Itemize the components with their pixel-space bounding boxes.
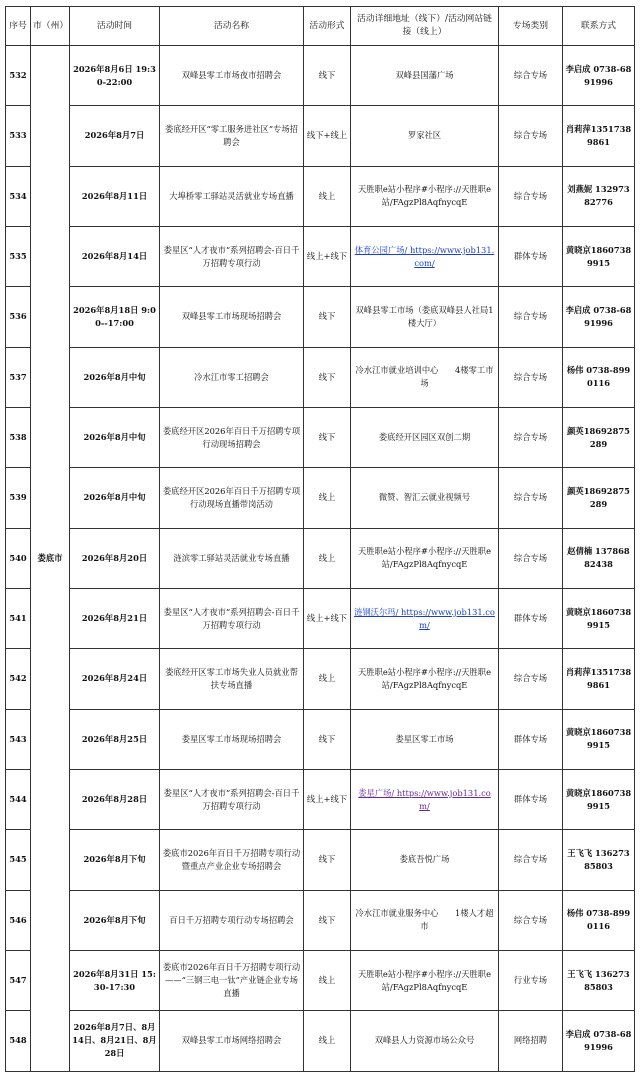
activity-name: 涟滨零工驿站灵活就业专场直播 — [160, 528, 304, 588]
activity-time: 2026年8月24日 — [70, 649, 160, 709]
activity-address: 微赞、智汇云就业视频号 — [351, 468, 499, 528]
activity-form: 线下 — [304, 830, 351, 890]
activity-time: 2026年8月中旬 — [70, 407, 160, 467]
table-row — [6, 46, 635, 106]
activity-address: 天胜职e站小程序#小程序://天胜职e站/FAgzPl8AqfnycqE — [351, 528, 499, 588]
activity-time: 2026年8月7日、8月14日、8月21日、8月28日 — [70, 1011, 160, 1071]
activity-category: 综合专场 — [499, 106, 563, 166]
table-row — [6, 468, 635, 528]
activity-name: 百日千万招聘专项行动专场招聘会 — [160, 890, 304, 950]
activity-address: 天胜职e站小程序#小程序://天胜职e站/FAgzPl8AqfnycqE — [351, 649, 499, 709]
activity-category: 综合专场 — [499, 528, 563, 588]
activity-time: 2026年8月中旬 — [70, 468, 160, 528]
contact-info: 黄晓京18607389915 — [563, 769, 635, 829]
contact-info: 王飞飞 13627385803 — [563, 830, 635, 890]
activity-form: 线下 — [304, 347, 351, 407]
activity-category: 综合专场 — [499, 287, 563, 347]
contact-info: 肖莉萍13517389861 — [563, 649, 635, 709]
activity-form: 线下 — [304, 890, 351, 950]
activity-form: 线上 — [304, 528, 351, 588]
activity-name: 娄星区“人才夜市”系列招聘会-百日千万招聘专项行动 — [160, 769, 304, 829]
activity-form: 线上+线下 — [304, 226, 351, 286]
header-form: 活动形式 — [304, 7, 351, 46]
header-no: 序号 — [6, 7, 31, 46]
row-number: 546 — [6, 890, 31, 950]
activity-category: 群体专场 — [499, 588, 563, 648]
activity-time: 2026年8月14日 — [70, 226, 160, 286]
row-number: 545 — [6, 830, 31, 890]
activity-table — [5, 6, 635, 1072]
activity-address: 罗家社区 — [351, 106, 499, 166]
activity-time: 2026年8月下旬 — [70, 890, 160, 950]
activity-form: 线上 — [304, 166, 351, 226]
activity-time: 2026年8月下旬 — [70, 830, 160, 890]
activity-category: 行业专场 — [499, 950, 563, 1010]
header-category: 专场类别 — [499, 7, 563, 46]
activity-form: 线下 — [304, 407, 351, 467]
contact-info: 刘燕妮 13297382776 — [563, 166, 635, 226]
row-number: 539 — [6, 468, 31, 528]
row-number: 538 — [6, 407, 31, 467]
activity-address-link[interactable] — [351, 588, 499, 648]
activity-name: 大埠桥零工驿站灵活就业专场直播 — [160, 166, 304, 226]
activity-time: 2026年8月中旬 — [70, 347, 160, 407]
activity-time: 2026年8月25日 — [70, 709, 160, 769]
activity-address: 冷水江市就业培训中心 4楼零工市场 — [351, 347, 499, 407]
row-number: 544 — [6, 769, 31, 829]
contact-info: 赵倩楠 13786882438 — [563, 528, 635, 588]
table-row — [6, 709, 635, 769]
activity-time: 2026年8月28日 — [70, 769, 160, 829]
header-name: 活动名称 — [160, 7, 304, 46]
table-row — [6, 347, 635, 407]
row-number: 534 — [6, 166, 31, 226]
header-city: 市（州） — [31, 7, 70, 46]
activity-name: 娄星区“人才夜市”系列招聘会-百日千万招聘专项行动 — [160, 588, 304, 648]
contact-info: 李启成 0738-6891996 — [563, 287, 635, 347]
row-number: 543 — [6, 709, 31, 769]
activity-time: 2026年8月7日 — [70, 106, 160, 166]
table-row — [6, 769, 635, 829]
activity-time: 2026年8月11日 — [70, 166, 160, 226]
contact-info: 颜英18692875289 — [563, 407, 635, 467]
table-row — [6, 588, 635, 648]
contact-info: 王飞飞 13627385803 — [563, 950, 635, 1010]
activity-category: 综合专场 — [499, 830, 563, 890]
table-row — [6, 950, 635, 1010]
activity-form: 线下 — [304, 709, 351, 769]
table-row — [6, 1011, 635, 1071]
row-number: 532 — [6, 46, 31, 106]
table-row — [6, 890, 635, 950]
activity-form: 线上+线下 — [304, 769, 351, 829]
contact-info: 李启成 0738-6891996 — [563, 46, 635, 106]
table-row — [6, 528, 635, 588]
row-number: 536 — [6, 287, 31, 347]
activity-time: 2026年8月18日 9:00--17:00 — [70, 287, 160, 347]
activity-name: 娄星区“人才夜市”系列招聘会-百日千万招聘专项行动 — [160, 226, 304, 286]
activity-form: 线上 — [304, 950, 351, 1010]
activity-address-link[interactable] — [351, 769, 499, 829]
activity-category: 综合专场 — [499, 890, 563, 950]
address-link-text[interactable]: 涟钢沃尔玛/ https://www.job131.com/ — [354, 606, 495, 630]
address-link-text[interactable]: 娄星广场/ https://www.job131.com/ — [358, 787, 491, 811]
activity-name: 娄底经开区“零工服务进社区”专场招聘会 — [160, 106, 304, 166]
activity-address-link[interactable] — [351, 226, 499, 286]
activity-time: 2026年8月31日 15:30-17:30 — [70, 950, 160, 1010]
contact-info: 肖莉萍13517389861 — [563, 106, 635, 166]
activity-name: 双峰县零工市场网络招聘会 — [160, 1011, 304, 1071]
header-time: 活动时间 — [70, 7, 160, 46]
table-row — [6, 649, 635, 709]
header-address: 活动详细地址（线下）/活动网站链接（线上） — [351, 7, 499, 46]
contact-info: 杨伟 0738-8990116 — [563, 890, 635, 950]
activity-category: 综合专场 — [499, 166, 563, 226]
table-row — [6, 226, 635, 286]
activity-time: 2026年8月21日 — [70, 588, 160, 648]
contact-info: 颜英18692875289 — [563, 468, 635, 528]
contact-info: 黄晓京18607389915 — [563, 226, 635, 286]
contact-info: 黄晓京18607389915 — [563, 588, 635, 648]
activity-category: 群体专场 — [499, 226, 563, 286]
activity-time: 2026年8月6日 19:30-22:00 — [70, 46, 160, 106]
activity-name: 娄底经开区2026年百日千万招聘专项行动现场直播带岗活动 — [160, 468, 304, 528]
activity-address: 双峰县零工市场（娄底双峰县人社局1楼大厅） — [351, 287, 499, 347]
header-contact: 联系方式 — [563, 7, 635, 46]
row-number: 535 — [6, 226, 31, 286]
activity-name: 娄底市2026年百日千万招聘专项行动——“三钢三电一钛”产业链企业专场直播 — [160, 950, 304, 1010]
activity-address: 双峰县人力资源市场公众号 — [351, 1011, 499, 1071]
activity-address: 娄星区零工市场 — [351, 709, 499, 769]
activity-address: 冷水江市就业服务中心 1楼人才超市 — [351, 890, 499, 950]
activity-category: 综合专场 — [499, 649, 563, 709]
contact-info: 李启成 0738-6891996 — [563, 1011, 635, 1071]
activity-address: 娄底吾悦广场 — [351, 830, 499, 890]
header-row — [6, 7, 635, 46]
contact-info: 杨伟 0738-8990116 — [563, 347, 635, 407]
table-row — [6, 287, 635, 347]
activity-category: 网络招聘 — [499, 1011, 563, 1071]
activity-category: 综合专场 — [499, 468, 563, 528]
row-number: 540 — [6, 528, 31, 588]
activity-time: 2026年8月20日 — [70, 528, 160, 588]
row-number: 537 — [6, 347, 31, 407]
activity-address: 天胜职e站小程序#小程序://天胜职e站/FAgzPl8AqfnycqE — [351, 950, 499, 1010]
activity-category: 综合专场 — [499, 407, 563, 467]
activity-name: 冷水江市零工招聘会 — [160, 347, 304, 407]
activity-category: 综合专场 — [499, 46, 563, 106]
activity-form: 线上 — [304, 1011, 351, 1071]
activity-address: 天胜职e站小程序#小程序://天胜职e站/FAgzPl8AqfnycqE — [351, 166, 499, 226]
activity-address: 双峰县国藩广场 — [351, 46, 499, 106]
activity-name: 娄底经开区2026年百日千万招聘专项行动现场招聘会 — [160, 407, 304, 467]
address-link-text[interactable]: 体育公园广场/ https://www.job131.com/ — [354, 244, 495, 268]
row-number: 548 — [6, 1011, 31, 1071]
activity-form: 线下 — [304, 46, 351, 106]
activity-form: 线上+线下 — [304, 588, 351, 648]
activity-name: 娄星区零工市场现场招聘会 — [160, 709, 304, 769]
row-number: 541 — [6, 588, 31, 648]
activity-name: 双峰县零工市场现场招聘会 — [160, 287, 304, 347]
table-row — [6, 830, 635, 890]
activity-form: 线下+线上 — [304, 106, 351, 166]
row-number: 547 — [6, 950, 31, 1010]
activity-form: 线下 — [304, 287, 351, 347]
activity-category: 综合专场 — [499, 347, 563, 407]
activity-category: 群体专场 — [499, 709, 563, 769]
table-row — [6, 106, 635, 166]
activity-name: 娄底经开区零工市场失业人员就业帮扶专场直播 — [160, 649, 304, 709]
activity-form: 线上 — [304, 649, 351, 709]
activity-name: 娄底市2026年百日千万招聘专项行动暨重点产业企业专场招聘会 — [160, 830, 304, 890]
activity-form: 线上 — [304, 468, 351, 528]
city-cell: 娄底市 — [31, 46, 70, 1072]
activity-category: 群体专场 — [499, 769, 563, 829]
activity-name: 双峰县零工市场夜市招聘会 — [160, 46, 304, 106]
contact-info: 黄晓京18607389915 — [563, 709, 635, 769]
activity-address: 娄底经开区园区双创二期 — [351, 407, 499, 467]
table-row — [6, 407, 635, 467]
row-number: 533 — [6, 106, 31, 166]
table-row — [6, 166, 635, 226]
row-number: 542 — [6, 649, 31, 709]
